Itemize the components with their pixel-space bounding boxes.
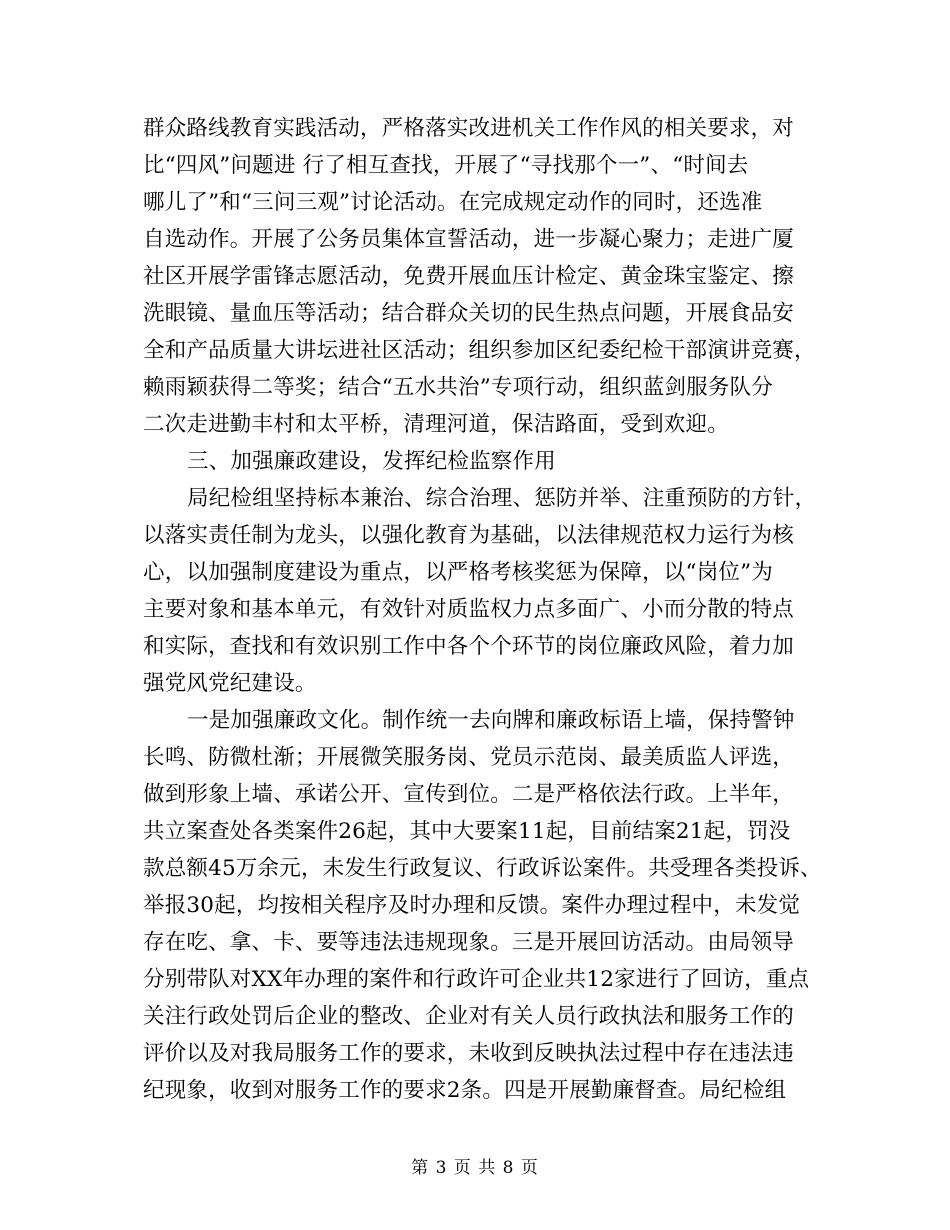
body-text-line: 强党风党纪建设。 xyxy=(143,671,317,696)
body-text-line: 以落实责任制为龙头，以强化教育为基础，以法律规范权力运行为核 xyxy=(143,523,795,548)
body-text-line: 群众路线教育实践活动，严格落实改进机关工作作风的相关要求，对 xyxy=(143,116,795,141)
body-text-line: 长鸣、防微杜渐；开展微笑服务岗、党员示范岗、最美质监人评选， xyxy=(143,745,795,770)
body-text-line: 比“四风”问题进 行了相互查找，开展了“寻找那个一”、“时间去 xyxy=(143,153,749,178)
body-text-line: 共立案查处各类案件26起，其中大要案11起，目前结案21起，罚没 xyxy=(143,819,791,844)
section-heading: 三、加强廉政建设，发挥纪检监察作用 xyxy=(187,449,556,474)
body-text-line: 社区开展学雷锋志愿活动，免费开展血压计检定、黄金珠宝鉴定、擦 xyxy=(143,264,795,289)
body-text-line: 评价以及对我局服务工作的要求，未收到反映执法过程中存在违法违 xyxy=(143,1041,795,1066)
body-text-line: 举报30起，均按相关程序及时办理和反馈。案件办理过程中，未发觉 xyxy=(143,893,801,918)
body-text-line: 赖雨颖获得二等奖；结合“五水共治”专项行动，组织蓝剑服务队分 xyxy=(143,375,773,400)
body-text-line: 自选动作。开展了公务员集体宣誓活动，进一步凝心聚力；走进广厦 xyxy=(143,227,795,252)
body-text-line: 做到形象上墙、承诺公开、宣传到位。二是严格依法行政。上半年， xyxy=(143,782,795,807)
body-text-line: 存在吃、拿、卡、要等违法违规现象。三是开展回访活动。由局领导 xyxy=(143,930,795,955)
page-number-footer: 第 3 页 共 8 页 xyxy=(411,1158,539,1178)
body-text-line: 二次走进勤丰村和太平桥，清理河道，保洁路面，受到欢迎。 xyxy=(143,412,729,437)
body-text-line: 分别带队对XX年办理的案件和行政许可企业共12家进行了回访，重点 xyxy=(143,967,810,992)
body-text-line: 哪儿了”和“三问三观”讨论活动。在完成规定动作的同时，还选准 xyxy=(143,190,763,215)
body-text-line: 心，以加强制度建设为重点，以严格考核奖惩为保障，以“岗位”为 xyxy=(143,560,773,585)
body-text-line: 一是加强廉政文化。制作统一去向牌和廉政标语上墙，保持警钟 xyxy=(187,708,795,733)
body-text-line: 全和产品质量大讲坛进社区活动；组织参加区纪委纪检干部演讲竞赛， xyxy=(143,338,816,363)
body-text-line: 和实际，查找和有效识别工作中各个个环节的岗位廉政风险，着力加 xyxy=(143,634,795,659)
body-text-line: 关注行政处罚后企业的整改、企业对有关人员行政执法和服务工作的 xyxy=(143,1004,795,1029)
body-text-line: 洗眼镜、量血压等活动；结合群众关切的民生热点问题，开展食品安 xyxy=(143,301,795,326)
body-text-line: 款总额45万余元，未发生行政复议、行政诉讼案件。共受理各类投诉、 xyxy=(143,856,822,881)
body-text-line: 纪现象，收到对服务工作的要求2条。四是开展勤廉督查。局纪检组 xyxy=(143,1078,787,1103)
body-text-line: 主要对象和基本单元，有效针对质监权力点多面广、小而分散的特点 xyxy=(143,597,795,622)
body-text-line: 局纪检组坚持标本兼治、综合治理、惩防并举、注重预防的方针， xyxy=(187,486,817,511)
